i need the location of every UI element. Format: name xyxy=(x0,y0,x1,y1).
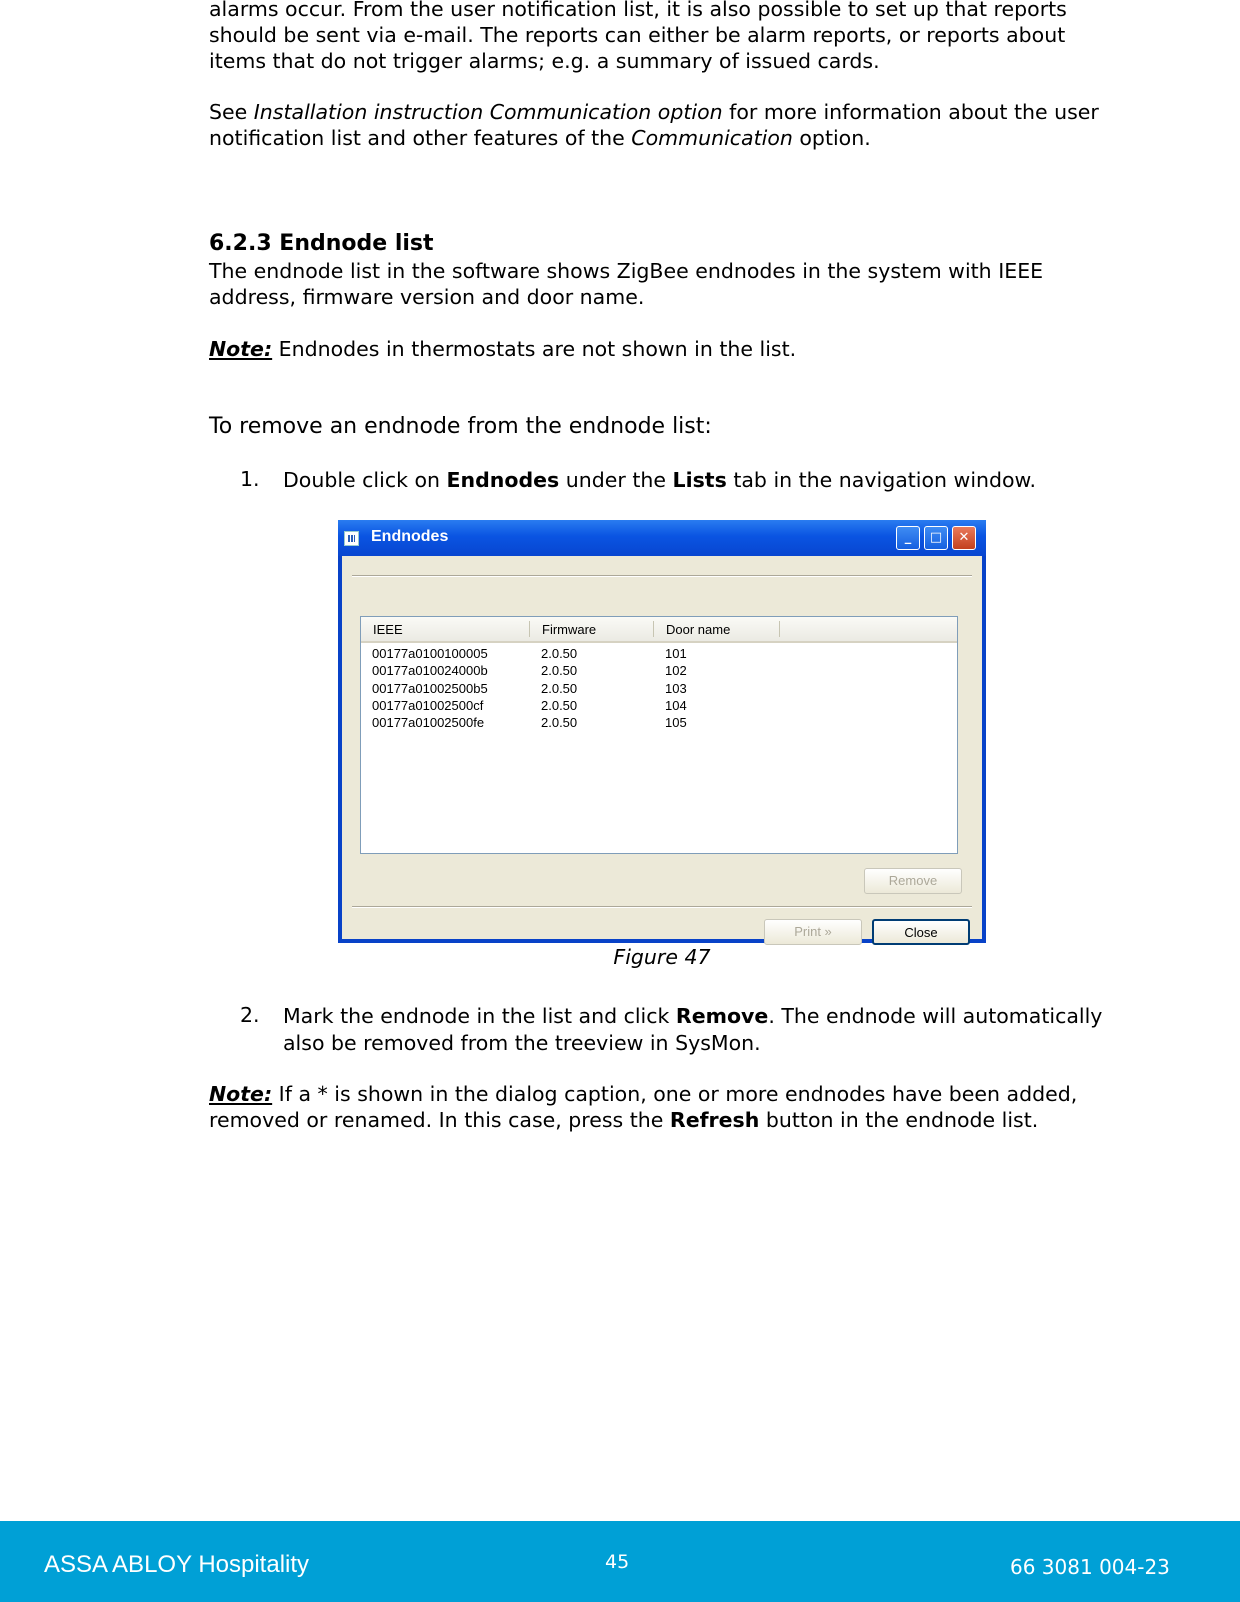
section-heading: 6.2.3 Endnode list xyxy=(209,231,434,256)
intro-paragraph: alarms occur. From the user notification list, it is also possible to set up that reports should be sent via e-mail. The reports can either be alarm reports, or reports about items that do not trigger alarms; e.g. a summary of issued cards. xyxy=(209,0,1067,73)
cell-ieee: 00177a0100100005 xyxy=(372,646,488,661)
cell-firmware: 2.0.50 xyxy=(541,646,578,661)
bottom-separator xyxy=(352,906,972,908)
note-label: Note: xyxy=(209,1082,273,1106)
cell-door-name: 102 xyxy=(665,663,687,678)
minimize-button[interactable]: _ xyxy=(896,526,920,550)
cell-door-name: 101 xyxy=(665,646,687,661)
list-row[interactable] xyxy=(361,698,957,715)
cell-firmware: 2.0.50 xyxy=(541,698,578,713)
cell-ieee: 00177a01002500fe xyxy=(372,715,485,730)
cell-firmware: 2.0.50 xyxy=(541,663,578,678)
cell-door-name: 103 xyxy=(665,681,687,696)
list-window-icon xyxy=(344,531,359,546)
figure-caption: Figure 47 xyxy=(613,945,711,969)
close-button[interactable]: Close xyxy=(872,919,970,945)
column-header-ieee[interactable]: IEEE xyxy=(373,622,403,637)
cell-ieee: 00177a010024000b xyxy=(372,663,488,678)
brand-name: ASSA ABLOY Hospitality xyxy=(44,1551,310,1578)
endnodes-window xyxy=(338,520,986,943)
top-separator xyxy=(352,575,972,577)
cell-door-name: 105 xyxy=(665,715,687,730)
window-titlebar[interactable] xyxy=(338,520,986,556)
column-header-door-name[interactable]: Door name xyxy=(666,622,731,637)
page-footer xyxy=(0,1521,1240,1602)
cell-ieee: 00177a01002500b5 xyxy=(372,681,488,696)
page-number: 45 xyxy=(605,1551,630,1573)
column-divider xyxy=(529,621,530,637)
list-row[interactable] xyxy=(361,646,957,663)
list-header xyxy=(361,617,957,643)
remove-button[interactable]: Remove xyxy=(864,868,962,894)
column-divider xyxy=(779,621,780,637)
column-header-firmware[interactable]: Firmware xyxy=(542,622,597,637)
section-body: The endnode list in the software shows ZigBee endnodes in the system with IEEE address, firmware version and door name. xyxy=(209,259,1044,309)
maximize-button[interactable]: □ xyxy=(924,526,948,550)
column-divider xyxy=(653,621,654,637)
list-row[interactable] xyxy=(361,663,957,680)
cell-ieee: 00177a01002500cf xyxy=(372,698,484,713)
document-number: 66 3081 004-23 xyxy=(1010,1555,1170,1579)
list-row[interactable] xyxy=(361,715,957,732)
cell-firmware: 2.0.50 xyxy=(541,715,578,730)
step-number: 1. xyxy=(240,467,260,491)
see-reference-paragraph: See Installation instruction Communication option for more information about the user notification list and other features of the Communication option. xyxy=(209,100,1099,150)
note-thermostats: Note: Endnodes in thermostats are not shown in the list. xyxy=(209,337,797,361)
procedure-intro: To remove an endnode from the endnode list: xyxy=(209,414,712,439)
endnode-listview[interactable] xyxy=(360,616,958,854)
note-refresh: Note: If a * is shown in the dialog caption, one or more endnodes have been added, removed or renamed. In this case, press the Refresh button in the endnode list. xyxy=(209,1082,1078,1132)
window-client-area xyxy=(342,556,982,939)
window-title: Endnodes xyxy=(371,528,449,545)
list-row[interactable] xyxy=(361,681,957,698)
step-number: 2. xyxy=(240,1003,260,1027)
cell-firmware: 2.0.50 xyxy=(541,681,578,696)
cell-door-name: 104 xyxy=(665,698,687,713)
print-button[interactable]: Print » xyxy=(764,919,862,945)
step-1-text: Double click on Endnodes under the Lists tab in the navigation window. xyxy=(283,468,1036,492)
note-label: Note: xyxy=(209,337,273,361)
close-window-button[interactable]: ✕ xyxy=(952,526,976,550)
step-2-text: Mark the endnode in the list and click Remove. The endnode will automatically also be removed from the treeview in SysMon. xyxy=(283,1004,1103,1055)
